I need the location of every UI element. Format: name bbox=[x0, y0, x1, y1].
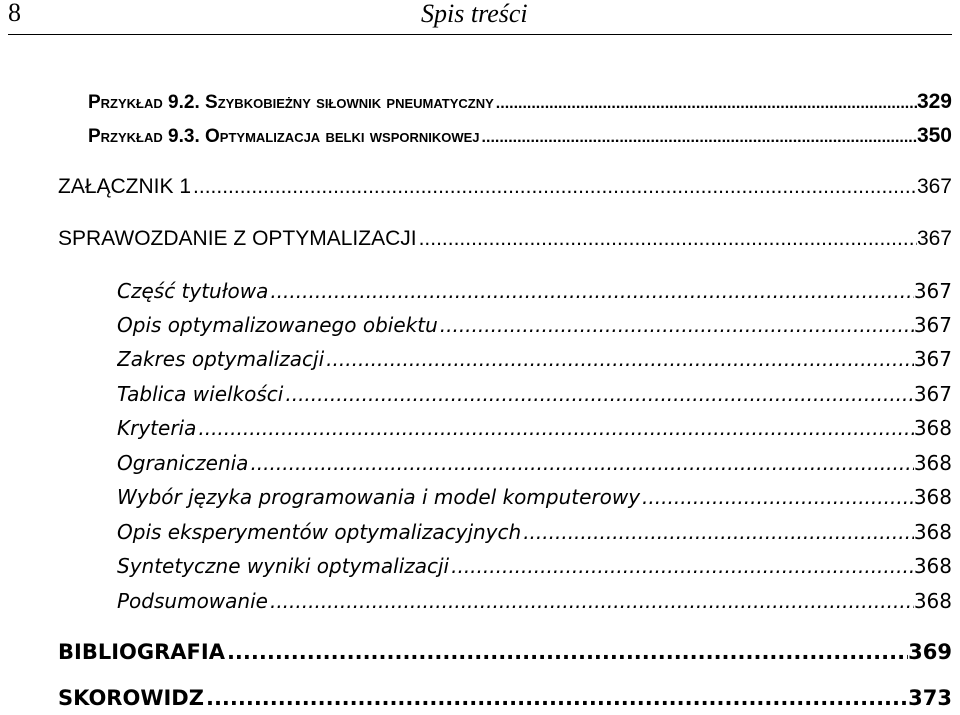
toc-entry-zakres[interactable] bbox=[117, 347, 952, 371]
toc-dot-leader bbox=[268, 279, 913, 303]
toc-entry-label: Podsumowanie bbox=[117, 589, 268, 613]
toc-entry-label: Część tytułowa bbox=[117, 279, 269, 303]
toc-entry-label: Kryteria bbox=[117, 416, 197, 440]
toc-entry-page: 368 bbox=[913, 554, 952, 578]
toc-entry-page: 368 bbox=[913, 520, 952, 544]
toc-entry-example-9-2[interactable] bbox=[88, 90, 952, 114]
toc-dot-leader bbox=[283, 382, 913, 406]
toc-entry-page: 368 bbox=[913, 485, 952, 509]
toc-dot-leader bbox=[225, 640, 908, 664]
toc-entry-label: Opis optymalizowanego obiektu bbox=[117, 313, 438, 337]
toc-entry-page: 368 bbox=[913, 451, 952, 475]
toc-entry-label: ZAŁĄCZNIK 1 bbox=[58, 175, 192, 198]
toc-entry-page: 367 bbox=[913, 382, 952, 406]
toc-entry-label: Przykład 9.2. Szybkobieżny siłownik pneumatyczny bbox=[88, 92, 494, 113]
toc-dot-leader bbox=[640, 485, 914, 509]
toc-entry-label: SPRAWOZDANIE Z OPTYMALIZACJI bbox=[58, 227, 417, 250]
toc-dot-leader bbox=[268, 589, 914, 613]
toc-entry-page: 350 bbox=[916, 124, 952, 147]
header-divider bbox=[8, 34, 952, 35]
toc-dot-leader bbox=[417, 227, 917, 251]
toc-entry-bibliografia[interactable] bbox=[58, 640, 952, 664]
toc-dot-leader bbox=[494, 95, 917, 113]
toc-entry-kryteria[interactable] bbox=[117, 416, 952, 440]
toc-entry-label: Wybór języka programowania i model komputerowy bbox=[117, 485, 641, 509]
toc-entry-skorowidz[interactable] bbox=[58, 686, 952, 710]
toc-entry-page: 369 bbox=[908, 640, 952, 664]
toc-entry-label: Tablica wielkości bbox=[117, 382, 284, 406]
toc-entry-page: 367 bbox=[913, 347, 952, 371]
toc-entry-label: Ograniczenia bbox=[117, 451, 249, 475]
toc-entry-tablica[interactable] bbox=[117, 382, 952, 406]
toc-dot-leader bbox=[521, 520, 914, 544]
toc-entry-page: 368 bbox=[913, 589, 952, 613]
toc-entry-example-9-3[interactable] bbox=[88, 124, 952, 148]
toc-entry-page: 367 bbox=[916, 175, 952, 198]
toc-entry-label: Syntetyczne wyniki optymalizacji bbox=[117, 554, 450, 578]
toc-dot-leader bbox=[196, 416, 913, 440]
page-number: 8 bbox=[8, 0, 21, 27]
toc-entry-ograniczenia[interactable] bbox=[117, 451, 952, 475]
toc-entry-label: Zakres optymalizacji bbox=[117, 347, 325, 371]
toc-entry-page: 368 bbox=[913, 416, 952, 440]
toc-entry-label: Przykład 9.3. Optymalizacja belki wspornikowej bbox=[88, 126, 480, 147]
toc-entry-page: 329 bbox=[916, 90, 952, 113]
toc-entry-page: 367 bbox=[913, 313, 952, 337]
page-header bbox=[0, 0, 960, 36]
toc-dot-leader bbox=[449, 554, 914, 578]
toc-entry-podsumowanie[interactable] bbox=[117, 589, 952, 613]
toc-dot-leader bbox=[324, 347, 914, 371]
toc-entry-label: BIBLIOGRAFIA bbox=[58, 640, 225, 664]
toc-entry-syntetyczne-wyniki[interactable] bbox=[117, 554, 952, 578]
toc-entry-wybor-jezyka[interactable] bbox=[117, 485, 952, 509]
toc-entry-label: SKOROWIDZ bbox=[58, 686, 204, 710]
toc-entry-page: 373 bbox=[908, 686, 952, 710]
toc-entry-zalacznik-1[interactable] bbox=[58, 175, 952, 199]
toc-dot-leader bbox=[191, 175, 917, 199]
toc-dot-leader bbox=[248, 451, 913, 475]
toc-entry-page: 367 bbox=[913, 279, 952, 303]
toc-entry-opis-eksperymentow[interactable] bbox=[117, 520, 952, 544]
toc-dot-leader bbox=[480, 129, 917, 147]
toc-entry-label: Opis eksperymentów optymalizacyjnych bbox=[117, 520, 522, 544]
toc-dot-leader bbox=[438, 313, 914, 337]
toc-entry-czesc-tytulowa[interactable] bbox=[117, 279, 952, 303]
toc-entry-page: 367 bbox=[916, 227, 952, 250]
toc-entry-sprawozdanie[interactable] bbox=[58, 227, 952, 251]
toc-entry-opis-obiektu[interactable] bbox=[117, 313, 952, 337]
page-title: Spis treści bbox=[421, 0, 528, 28]
toc-dot-leader bbox=[204, 686, 908, 710]
